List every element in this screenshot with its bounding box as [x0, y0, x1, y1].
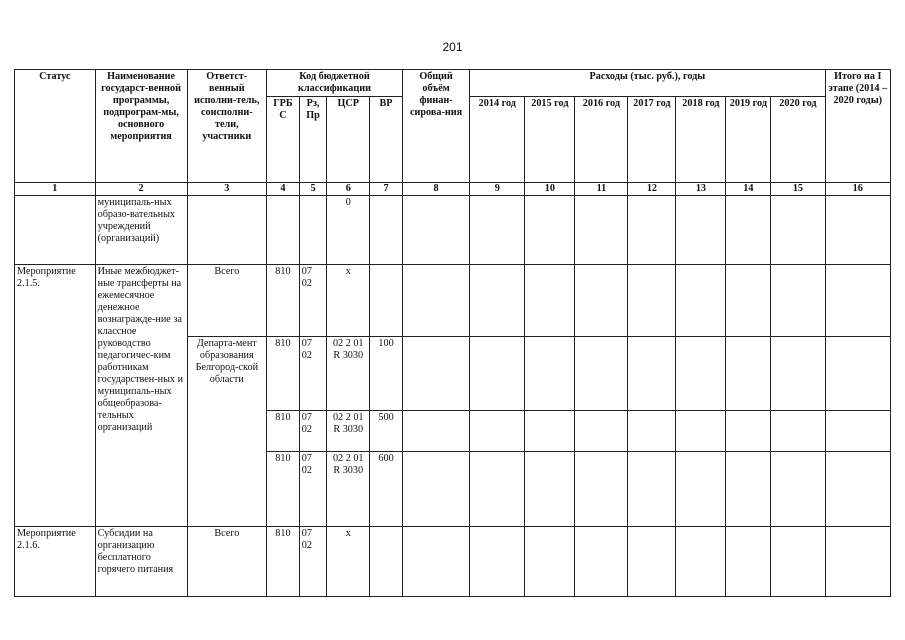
budget-table — [14, 69, 891, 597]
header-status: Статус — [15, 70, 96, 183]
column-number: 2 — [95, 183, 187, 196]
row-rzpr: 07 02 — [299, 337, 327, 411]
row-responsible: Всего — [187, 265, 267, 337]
row-csr: х — [327, 265, 370, 337]
table-row-2-1-5-total — [15, 265, 891, 337]
header-year-2020: 2020 год — [771, 97, 825, 183]
header-year-2017: 2017 год — [628, 97, 676, 183]
row-csr: 0 — [327, 196, 370, 265]
column-number: 7 — [370, 183, 403, 196]
column-number: 15 — [771, 183, 825, 196]
column-number: 9 — [470, 183, 525, 196]
row-responsible: Всего — [187, 527, 267, 597]
header-expenses: Расходы (тыс. руб.), годы — [470, 70, 825, 97]
row-vr: 500 — [370, 411, 403, 452]
row-grbs: 810 — [267, 452, 300, 527]
column-number: 16 — [825, 183, 890, 196]
header-grbs: ГРБ С — [267, 97, 300, 183]
header-responsible: Ответст-венный исполни-тель, соисполни-тели, участники — [187, 70, 267, 183]
column-number: 3 — [187, 183, 267, 196]
table-row-2-1-6-total — [15, 527, 891, 597]
header-budget-code: Код бюджетной классификации — [267, 70, 403, 97]
row-rzpr: 07 02 — [299, 452, 327, 527]
row-vr: 100 — [370, 337, 403, 411]
row-name: Субсидии на организацию бесплатного горячего питания — [95, 527, 187, 597]
row-responsible: Департа-мент образования Белгород-ской области — [187, 337, 267, 527]
header-year-2016: 2016 год — [575, 97, 628, 183]
row-vr: 600 — [370, 452, 403, 527]
row-grbs: 810 — [267, 265, 300, 337]
row-rzpr: 07 02 — [299, 265, 327, 337]
header-total-volume: Общий объём финан-сирова-ния — [402, 70, 469, 183]
row-csr: х — [327, 527, 370, 597]
column-number: 4 — [267, 183, 300, 196]
row-csr: 02 2 01 R 3030 — [327, 337, 370, 411]
header-total-stage: Итого на I этапе (2014 – 2020 годы) — [825, 70, 890, 183]
row-status: Мероприятие 2.1.6. — [15, 527, 96, 597]
column-number: 5 — [299, 183, 327, 196]
header-csr: ЦСР — [327, 97, 370, 183]
page-number: 201 — [442, 40, 463, 54]
header-year-2019: 2019 год — [726, 97, 771, 183]
header-rzpr: Рз, Пр — [299, 97, 327, 183]
column-number: 12 — [628, 183, 676, 196]
header-year-2018: 2018 год — [676, 97, 726, 183]
row-csr: 02 2 01 R 3030 — [327, 452, 370, 527]
column-number-row — [15, 183, 891, 196]
row-name: муниципаль-ных образо-вательных учреждений (организаций) — [95, 196, 187, 265]
row-rzpr: 07 02 — [299, 527, 327, 597]
header-name: Наименование государст-венной программы, подпрограм-мы, основного мероприятия — [95, 70, 187, 183]
column-number: 11 — [575, 183, 628, 196]
row-name: Иные межбюджет-ные трансферты на ежемесячное денежное вознагражде-ние за классное руководство педагогичес-ким работникам государствен-ных и муниципаль-ных общеобразова-тельных организаций — [95, 265, 187, 527]
row-grbs: 810 — [267, 337, 300, 411]
row-grbs: 810 — [267, 527, 300, 597]
column-number: 8 — [402, 183, 469, 196]
column-number: 13 — [676, 183, 726, 196]
row-grbs: 810 — [267, 411, 300, 452]
table-row-continuation — [15, 196, 891, 265]
column-number: 14 — [726, 183, 771, 196]
column-number: 1 — [15, 183, 96, 196]
column-number: 10 — [525, 183, 575, 196]
row-csr: 02 2 01 R 3030 — [327, 411, 370, 452]
header-year-2014: 2014 год — [470, 97, 525, 183]
header-vr: ВР — [370, 97, 403, 183]
row-status: Мероприятие 2.1.5. — [15, 265, 96, 527]
row-vr — [370, 265, 403, 337]
row-rzpr: 07 02 — [299, 411, 327, 452]
header-year-2015: 2015 год — [525, 97, 575, 183]
column-number: 6 — [327, 183, 370, 196]
